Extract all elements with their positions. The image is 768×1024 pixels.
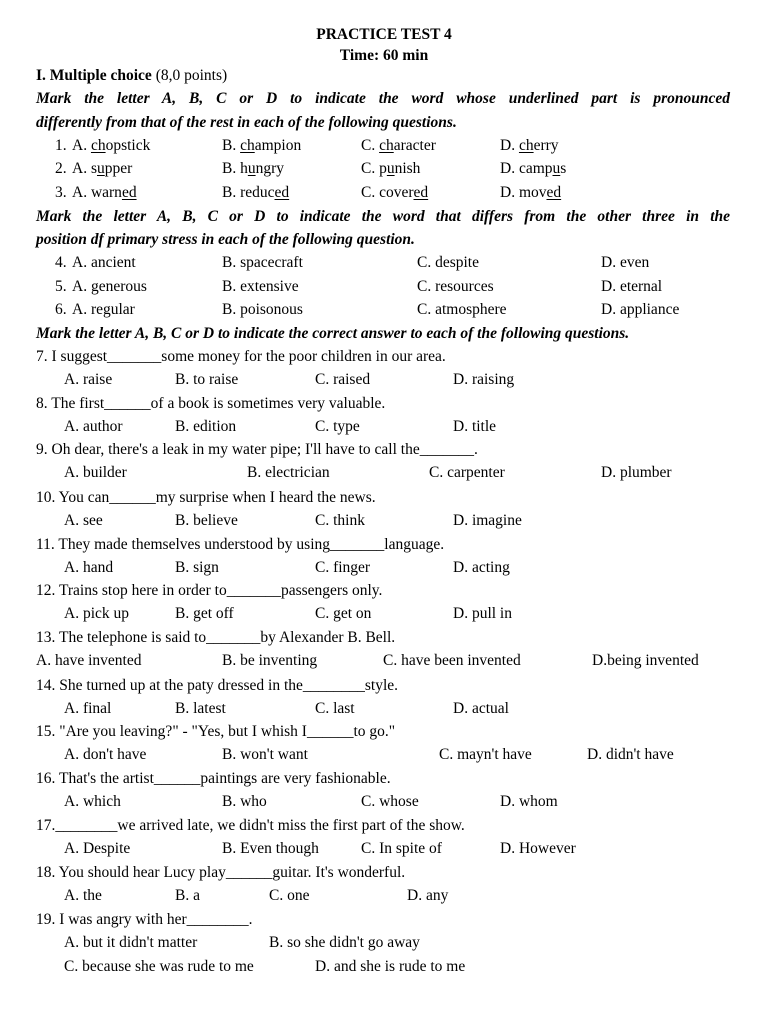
answer-option[interactable]: C. think (315, 512, 365, 529)
question-stem: 16. That's the artist______paintings are very fashionable. (36, 770, 391, 787)
answer-option[interactable]: A. supper (72, 160, 133, 177)
answer-option[interactable]: B. poisonous (222, 301, 303, 318)
answer-option[interactable]: A. builder (64, 464, 127, 481)
underlined-part: ch (379, 137, 394, 154)
answer-option[interactable]: B. Even though (222, 840, 319, 857)
answer-option[interactable]: A. raise (64, 371, 113, 388)
answer-option[interactable]: C. because she was rude to me (64, 958, 254, 975)
test-time: Time: 60 min (339, 47, 429, 64)
question-stem: 8. The first______of a book is sometimes very valuable. (36, 395, 386, 412)
question-stem: 9. Oh dear, there's a leak in my water pipe; I'll have to call the_______. (36, 441, 478, 458)
answer-option[interactable]: A. pick up (64, 605, 130, 622)
instruction-pronunciation-2: differently from that of the rest in each of the following questions. (36, 114, 457, 131)
answer-option[interactable]: C. resources (417, 278, 494, 295)
question-stem: 14. She turned up at the paty dressed in the________style. (36, 677, 399, 694)
section-title: I. Multiple choice (36, 67, 152, 84)
answer-option[interactable]: C. In spite of (361, 840, 442, 857)
answer-option[interactable]: D. imagine (453, 512, 522, 529)
answer-option[interactable]: B. spacecraft (222, 254, 303, 271)
answer-option[interactable]: C. last (315, 700, 355, 717)
answer-option[interactable]: C. punish (361, 160, 421, 177)
question-stem: 11. They made themselves understood by using_______language. (36, 536, 445, 553)
question-number: 3. (55, 184, 67, 201)
instruction-correct: Mark the letter A, B, C or D to indicate the correct answer to each of the following questions. (36, 325, 630, 342)
instruction-stress-2: position df primary stress in each of the following question. (36, 231, 415, 248)
underlined-part: ed (413, 184, 429, 201)
answer-option[interactable]: D. raising (453, 371, 515, 388)
section-points: (8,0 points) (151, 67, 228, 84)
answer-option[interactable]: C. finger (315, 559, 371, 576)
answer-option[interactable]: B. sign (175, 559, 219, 576)
answer-option[interactable]: D. title (453, 418, 497, 435)
answer-option[interactable]: B. who (222, 793, 267, 810)
underlined-part: ch (518, 137, 534, 154)
answer-option[interactable]: B. believe (175, 512, 238, 529)
answer-option[interactable]: B. edition (175, 418, 237, 435)
underlined-part: ch (90, 137, 106, 154)
answer-option[interactable]: D. pull in (453, 605, 512, 622)
answer-option[interactable]: A. ancient (72, 254, 136, 271)
answer-option[interactable]: C. despite (417, 254, 479, 271)
instruction-stress-1: Mark the letter A, B, C or D to indicate the word that differs from the other three in the (36, 208, 730, 225)
answer-option[interactable]: B. latest (175, 700, 226, 717)
answer-option[interactable]: D. didn't have (587, 746, 674, 763)
underlined-part: u (552, 160, 561, 177)
answer-option[interactable]: B. electrician (247, 464, 330, 481)
question-stem: 19. I was angry with her________. (36, 911, 253, 928)
question-stem: 12. Trains stop here in order to_______passengers only. (36, 582, 383, 599)
underlined-part: u (386, 160, 395, 177)
question-number: 4. (55, 254, 67, 271)
question-stem: 18. You should hear Lucy play______guitar. It's wonderful. (36, 864, 406, 881)
instruction-pronunciation-1: Mark the letter A, B, C or D to indicate the word whose underlined part is pronounced (36, 90, 730, 107)
answer-option[interactable]: B. champion (222, 137, 302, 154)
answer-option[interactable]: D. whom (500, 793, 558, 810)
answer-option[interactable]: A. regular (72, 301, 135, 318)
answer-option[interactable]: C. character (361, 137, 436, 154)
answer-option[interactable]: C. whose (361, 793, 419, 810)
answer-option[interactable]: D. campus (500, 160, 567, 177)
question-stem: 13. The telephone is said to_______by Alexander B. Bell. (36, 629, 396, 646)
answer-option[interactable]: C. carpenter (429, 464, 505, 481)
answer-option[interactable]: A. warned (72, 184, 137, 201)
test-title: PRACTICE TEST 4 (316, 26, 452, 43)
underlined-part: ed (546, 184, 562, 201)
answer-option[interactable]: C. raised (315, 371, 371, 388)
answer-option[interactable]: B. get off (175, 605, 234, 622)
answer-option[interactable]: B. extensive (222, 278, 299, 295)
answer-option[interactable]: B. be inventing (222, 652, 318, 669)
answer-option[interactable]: B. hungry (222, 160, 285, 177)
answer-option[interactable]: D. moved (500, 184, 562, 201)
underlined-part: ed (274, 184, 290, 201)
answer-option[interactable]: C. mayn't have (439, 746, 532, 763)
answer-option[interactable]: C. get on (315, 605, 372, 622)
answer-option[interactable]: A. generous (72, 278, 147, 295)
answer-option[interactable]: D. actual (453, 700, 509, 717)
answer-option[interactable]: D. and she is rude to me (315, 958, 466, 975)
underlined-part: ed (121, 184, 137, 201)
answer-option[interactable]: C. covered (361, 184, 429, 201)
answer-option[interactable]: C. one (269, 887, 310, 904)
answer-option[interactable]: B. to raise (175, 371, 239, 388)
question-stem: 17.________we arrived late, we didn't miss the first part of the show. (36, 817, 465, 834)
answer-option[interactable]: D. appliance (601, 301, 680, 318)
answer-option[interactable]: A. author (64, 418, 123, 435)
answer-option[interactable]: A. don't have (64, 746, 147, 763)
question-stem: 7. I suggest_______some money for the poor children in our area. (36, 348, 446, 365)
answer-option[interactable]: D. acting (453, 559, 510, 576)
question-stem: 15. "Are you leaving?" - "Yes, but I whish I______to go." (36, 723, 396, 740)
underlined-part: u (96, 160, 105, 177)
answer-option[interactable]: D. plumber (601, 464, 672, 481)
underlined-part: ch (240, 137, 255, 154)
underlined-part: u (247, 160, 256, 177)
question-number: 2. (55, 160, 67, 177)
answer-option[interactable]: A. have invented (36, 652, 142, 669)
answer-option[interactable]: A. see (64, 512, 103, 529)
answer-option[interactable]: B. so she didn't go away (269, 934, 420, 951)
answer-option[interactable]: A. final (64, 700, 112, 717)
answer-option[interactable]: A. the (64, 887, 102, 904)
answer-option[interactable]: D. any (407, 887, 449, 904)
question-number: 1. (55, 137, 67, 154)
section-heading (36, 67, 227, 85)
answer-option[interactable]: A. but it didn't matter (64, 934, 198, 951)
answer-option[interactable]: D. even (601, 254, 650, 271)
answer-option[interactable]: A. Despite (64, 840, 131, 857)
question-number: 6. (55, 301, 67, 318)
answer-option[interactable]: A. which (64, 793, 121, 810)
answer-option[interactable]: D. However (500, 840, 576, 857)
question-stem: 10. You can______my surprise when I heard the news. (36, 489, 376, 506)
question-number: 5. (55, 278, 67, 295)
answer-option[interactable]: D. cherry (500, 137, 559, 154)
answer-option[interactable]: C. atmosphere (417, 301, 507, 318)
answer-option[interactable]: A. chopstick (72, 137, 151, 154)
answer-option[interactable]: B. reduced (222, 184, 290, 201)
answer-option[interactable]: C. type (315, 418, 360, 435)
answer-option[interactable]: D. eternal (601, 278, 663, 295)
answer-option[interactable]: A. hand (64, 559, 114, 576)
answer-option[interactable]: B. won't want (222, 746, 308, 763)
answer-option[interactable]: C. have been invented (383, 652, 521, 669)
answer-option[interactable]: D.being invented (592, 652, 699, 669)
answer-option[interactable]: B. a (175, 887, 200, 904)
